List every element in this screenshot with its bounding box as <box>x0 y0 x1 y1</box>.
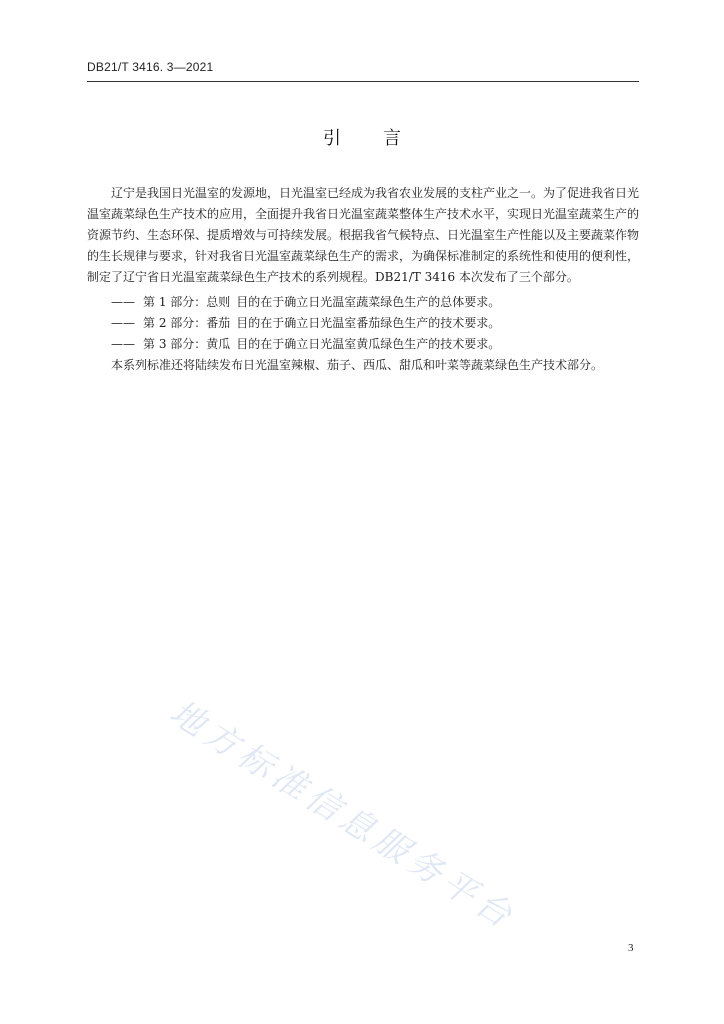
title-char-2: 言 <box>383 128 401 149</box>
part-label: 第 1 部分：总则 <box>143 295 231 309</box>
part-label: 第 2 部分：番茄 <box>143 316 231 330</box>
list-dash: —— <box>111 295 135 309</box>
intro-paragraph: 辽宁是我国日光温室的发源地，日光温室已经成为我省农业发展的支柱产业之一。为了促进我省日光温室蔬菜绿色生产技术的应用，全面提升我省日光温室蔬菜整体生产技术水平，实现日光温室蔬菜生产的资源节约、生态环保、提质增效与可持续发展。根据我省气候特点、日光温室生产性能以及主要蔬菜作物的生长规律与要求，针对我省日光温室蔬菜绿色生产的需求，为确保标准制定的系统性和使用的便利性，制定了辽宁省日光温室蔬菜绿色生产技术的系列规程。DB21/T 3416 本次发布了三个部分。 <box>87 186 640 284</box>
title-char-1: 引 <box>323 128 341 149</box>
list-dash: —— <box>111 316 135 330</box>
list-dash: —— <box>111 337 135 351</box>
part-label: 第 3 部分：黄瓜 <box>143 337 231 351</box>
page-number: 3 <box>628 942 634 954</box>
part-description: 目的在于确立日光温室番茄绿色生产的技术要求。 <box>236 316 501 330</box>
part-description: 目的在于确立日光温室蔬菜绿色生产的总体要求。 <box>236 295 501 309</box>
closing-paragraph: 本系列标准还将陆续发布日光温室辣椒、茄子、西瓜、甜瓜和叶菜等蔬菜绿色生产技术部分。 <box>111 358 604 372</box>
list-item <box>87 313 639 334</box>
parts-list <box>87 292 639 355</box>
list-item <box>87 292 639 313</box>
header-divider <box>87 81 639 82</box>
page-title <box>0 124 724 150</box>
watermark: 地方标准信息服务平台 <box>162 692 523 939</box>
body-text <box>87 183 639 376</box>
list-item <box>87 334 639 355</box>
part-description: 目的在于确立日光温室黄瓜绿色生产的技术要求。 <box>236 337 501 351</box>
document-code: DB21/T 3416. 3—2021 <box>87 60 214 74</box>
